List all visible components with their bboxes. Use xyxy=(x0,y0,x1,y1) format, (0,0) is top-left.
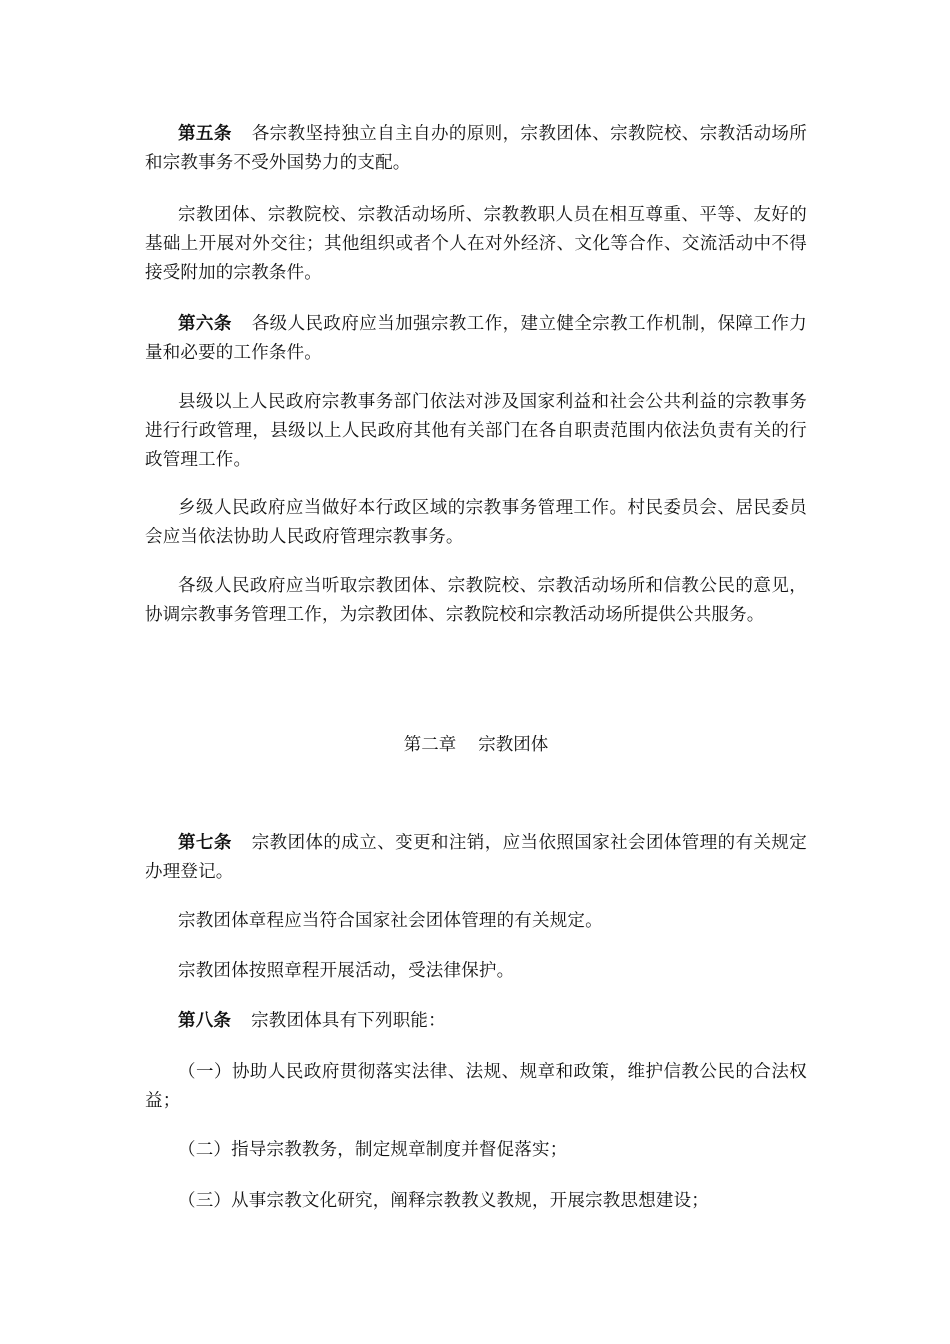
article-5-paragraph-2: 宗教团体、宗教院校、宗教活动场所、宗教教职人员在相互尊重、平等、友好的基础上开展对外交往；其他组织或者个人在对外经济、文化等合作、交流活动中不得接受附加的宗教条件。 xyxy=(145,205,807,283)
article-7-paragraph-2: 宗教团体章程应当符合国家社会团体管理的有关规定。 xyxy=(178,911,603,931)
article-8-text: 宗教团体具有下列职能： xyxy=(251,1011,446,1031)
chapter-title: 宗教团体 xyxy=(478,735,549,755)
chapter-number: 第二章 xyxy=(403,735,457,755)
article-6-paragraph-2: 县级以上人民政府宗教事务部门依法对涉及国家利益和社会公共利益的宗教事务进行行政管理，县级以上人民政府其他有关部门在各自职责范围内依法负责有关的行政管理工作。 xyxy=(145,392,807,470)
article-8-item-2: （二）指导宗教教务，制定规章制度并督促落实； xyxy=(178,1140,568,1160)
article-8-paragraph xyxy=(145,1007,807,1036)
article-8-label: 第八条 xyxy=(178,1011,232,1031)
article-6-paragraph xyxy=(145,310,807,368)
article-7-label: 第七条 xyxy=(178,833,232,853)
article-6-paragraph-3: 乡级人民政府应当做好本行政区域的宗教事务管理工作。村民委员会、居民委员会应当依法协助人民政府管理宗教事务。 xyxy=(145,498,807,547)
article-6-text: 各级人民政府应当加强宗教工作，建立健全宗教工作机制，保障工作力量和必要的工作条件。 xyxy=(145,314,807,363)
chapter-heading xyxy=(145,731,807,760)
article-6-label: 第六条 xyxy=(178,314,232,334)
article-8-item-1: （一）协助人民政府贯彻落实法律、法规、规章和政策，维护信教公民的合法权益； xyxy=(145,1062,807,1111)
article-5-label: 第五条 xyxy=(178,124,232,144)
article-6-paragraph-4: 各级人民政府应当听取宗教团体、宗教院校、宗教活动场所和信教公民的意见，协调宗教事务管理工作，为宗教团体、宗教院校和宗教活动场所提供公共服务。 xyxy=(145,576,807,625)
article-7-text: 宗教团体的成立、变更和注销，应当依照国家社会团体管理的有关规定办理登记。 xyxy=(145,833,807,882)
article-7-paragraph xyxy=(145,829,807,887)
article-7-paragraph-3: 宗教团体按照章程开展活动，受法律保护。 xyxy=(178,961,515,981)
article-5-text: 各宗教坚持独立自主自办的原则，宗教团体、宗教院校、宗教活动场所和宗教事务不受外国势力的支配。 xyxy=(145,124,807,173)
article-5-paragraph xyxy=(145,120,807,178)
article-8-item-3: （三）从事宗教文化研究，阐释宗教教义教规，开展宗教思想建设； xyxy=(178,1191,709,1211)
